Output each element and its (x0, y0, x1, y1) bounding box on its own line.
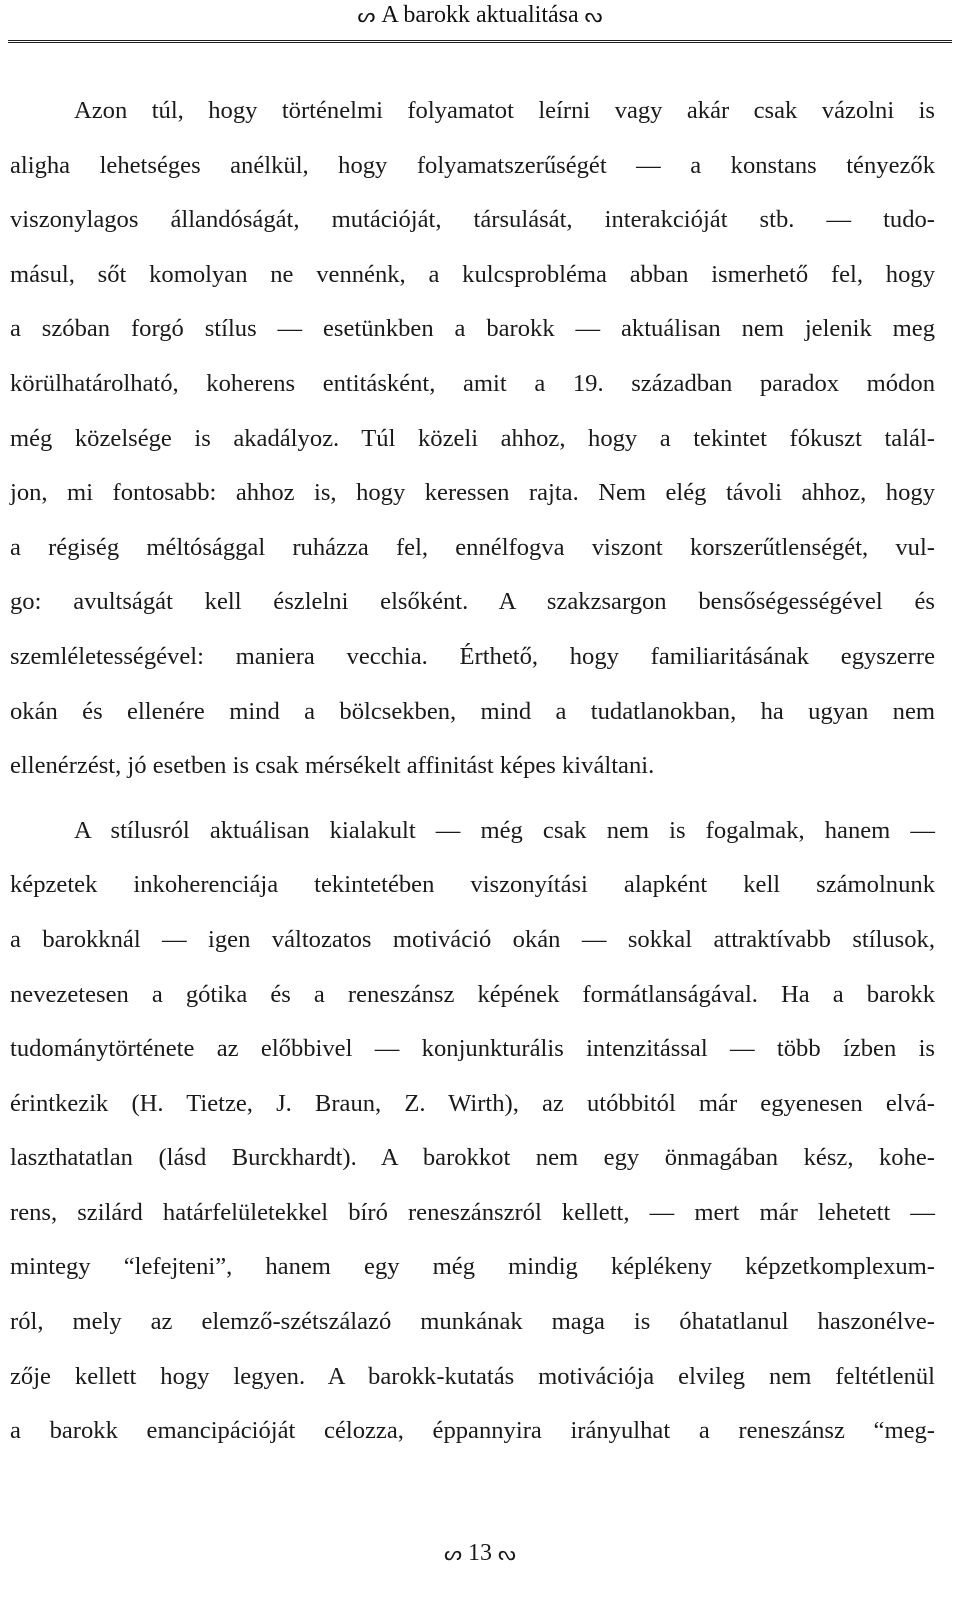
paragraph-gap (10, 794, 935, 804)
ornament-right-icon: ᔓ (584, 3, 603, 27)
text-line: ról, mely az elemző-szétszálazó munkának maga is óhatatlanul haszonélve- (10, 1308, 935, 1336)
text-line: a régiség méltósággal ruházza fel, ennélfogva viszont korszerűtlenségét, vul- (10, 533, 935, 561)
ornament-left-icon: ᔕ (357, 3, 376, 27)
text-line: viszonylagos állandóságát, mutációját, társulását, interakcióját stb. — tudo- (10, 206, 935, 234)
text-line: körülhatárolható, koherens entitásként, amit a 19. században paradox módon (10, 369, 935, 397)
text-line: zője kellett hogy legyen. A barokk-kutatás motivációja elvileg nem feltétlenül (10, 1362, 935, 1390)
text-line: képzetek inkoherenciája tekintetében viszonyítási alapként kell számolnunk (10, 871, 935, 899)
running-head-title: A barokk aktualitása (381, 2, 579, 28)
text-line: a barokknál — igen változatos motiváció okán — sokkal attraktívabb stílusok, (10, 925, 935, 953)
text-line: aligha lehetséges anélkül, hogy folyamatszerűségét — a konstans tényezők (10, 151, 935, 179)
text-line: Azon túl, hogy történelmi folyamatot leírni vagy akár csak vázolni is (74, 97, 935, 124)
ornament-right-icon: ᔓ (498, 1541, 516, 1565)
running-head (0, 0, 960, 40)
paragraph-2 (10, 804, 935, 1459)
text-line: tudománytörténete az előbbivel — konjunkturális intenzitással — több ízben is (10, 1035, 935, 1063)
text-line: a szóban forgó stílus — esetünkben a barokk — aktuálisan nem jelenik meg (10, 315, 935, 343)
text-line: szemléletességével: maniera vecchia. Érthető, hogy familiaritásának egyszerre (10, 642, 935, 670)
text-line: ellenérzést, jó esetben is csak mérsékelt affinitást képes kiváltani. (10, 752, 655, 780)
text-line: a barokk emancipációját célozza, éppannyira irányulhat a reneszánsz “meg- (10, 1417, 935, 1445)
paragraph-1 (10, 84, 935, 794)
text-line: go: avultságát kell észlelni elsőként. A szakzsargon bensőségességével és (10, 588, 935, 616)
text-line: laszthatatlan (lásd Burckhardt). A barokkot nem egy önmagában kész, kohe- (10, 1144, 935, 1172)
text-line: mintegy “lefejteni”, hanem egy még mindig képlékeny képzetkomplexum- (10, 1253, 935, 1281)
text-line: érintkezik (H. Tietze, J. Braun, Z. Wirth), az utóbbitól már egyenesen elvá- (10, 1089, 935, 1117)
text-line: okán és ellenére mind a bölcsekben, mind a tudatlanokban, ha ugyan nem (10, 697, 935, 725)
text-line: másul, sőt komolyan ne vennénk, a kulcsprobléma abban ismerhető fel, hogy (10, 260, 935, 288)
body-text (10, 84, 935, 1459)
page-footer (0, 1538, 960, 1568)
text-line: jon, mi fontosabb: ahhoz is, hogy keressen rajta. Nem elég távoli ahhoz, hogy (10, 479, 935, 507)
page-number: 13 (468, 1540, 492, 1566)
text-line: rens, szilárd határfelületekkel bíró reneszánszról kellett, — mert már lehetett — (10, 1198, 935, 1226)
text-line: még közelsége is akadályoz. Túl közeli ahhoz, hogy a tekintet fókuszt talál- (10, 424, 935, 452)
text-line: nevezetesen a gótika és a reneszánsz képének formátlanságával. Ha a barokk (10, 980, 935, 1008)
ornament-left-icon: ᔕ (444, 1541, 462, 1565)
text-line: A stílusról aktuálisan kialakult — még csak nem is fogalmak, hanem — (74, 816, 935, 844)
header-rule (8, 40, 952, 43)
